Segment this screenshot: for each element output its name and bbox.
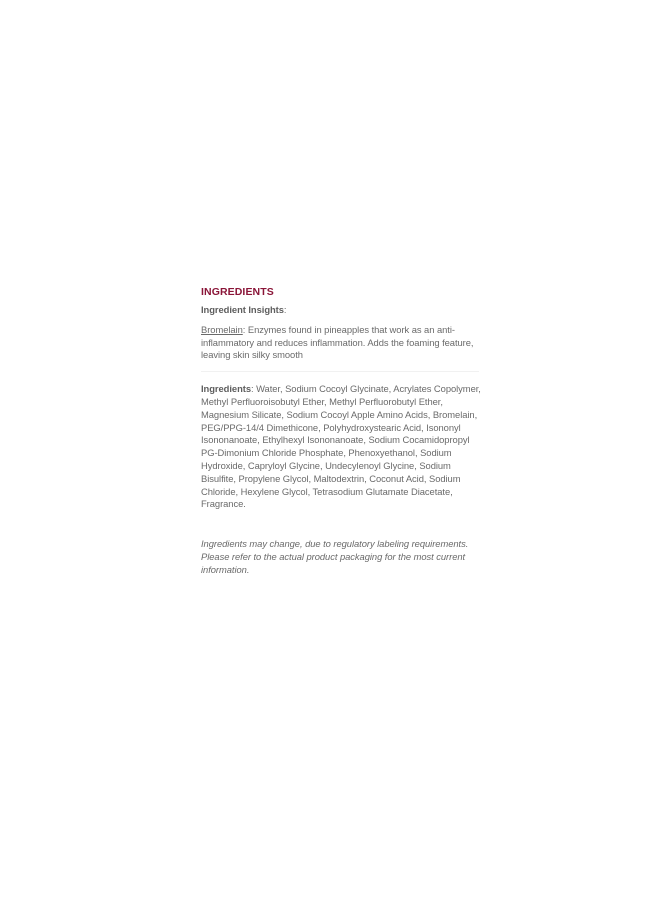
bromelain-insight (201, 324, 483, 362)
ingredients-label: Ingredients (201, 383, 251, 395)
bromelain-description: Enzymes found in pineapples that work as an anti-inflammatory and reduces inflammation. Adds the foaming feature, leaving skin silky smooth (201, 323, 474, 361)
ingredients-colon: : (250, 383, 254, 395)
ingredient-insights-label (201, 304, 483, 317)
ingredients-heading: INGREDIENTS (201, 286, 274, 298)
ingredients-text: Water, Sodium Cocoyl Glycinate, Acrylates Copolymer, Methyl Perfluoroisobutyl Ether, Methyl Perfluorobutyl Ether, Magnesium Silicate, Sodium Cocoyl Apple Amino Acids, Bromelain, PEG/PPG-14/4 Dimethicone, Polyhydroxystearic Acid, Isononyl Isononanoate, Ethylhexyl Isononanoate, Sodium Cocamidopropyl PG-Dimonium Chloride Phosphate, Phenoxyethanol, Sodium Hydroxide, Capryloyl Glycine, Undecylenoyl Glycine, Sodium Bisulfite, Propylene Glycol, Maltodextrin, Coconut Acid, Sodium Chloride, Hexylene Glycol, Tetrasodium Glutamate Diacetate, Fragrance. (201, 383, 481, 510)
section-divider (201, 371, 479, 372)
disclaimer-note: Ingredients may change, due to regulatory labeling requirements. Please refer to the actual product packaging for the most current information. (201, 538, 469, 575)
bromelain-name: Bromelain (201, 323, 243, 335)
insights-label-text: Ingredient Insights (201, 304, 284, 315)
ingredients-list (201, 383, 483, 511)
ingredients-panel (201, 284, 483, 577)
insights-label-colon: : (283, 304, 287, 315)
bromelain-colon: : (242, 323, 246, 335)
